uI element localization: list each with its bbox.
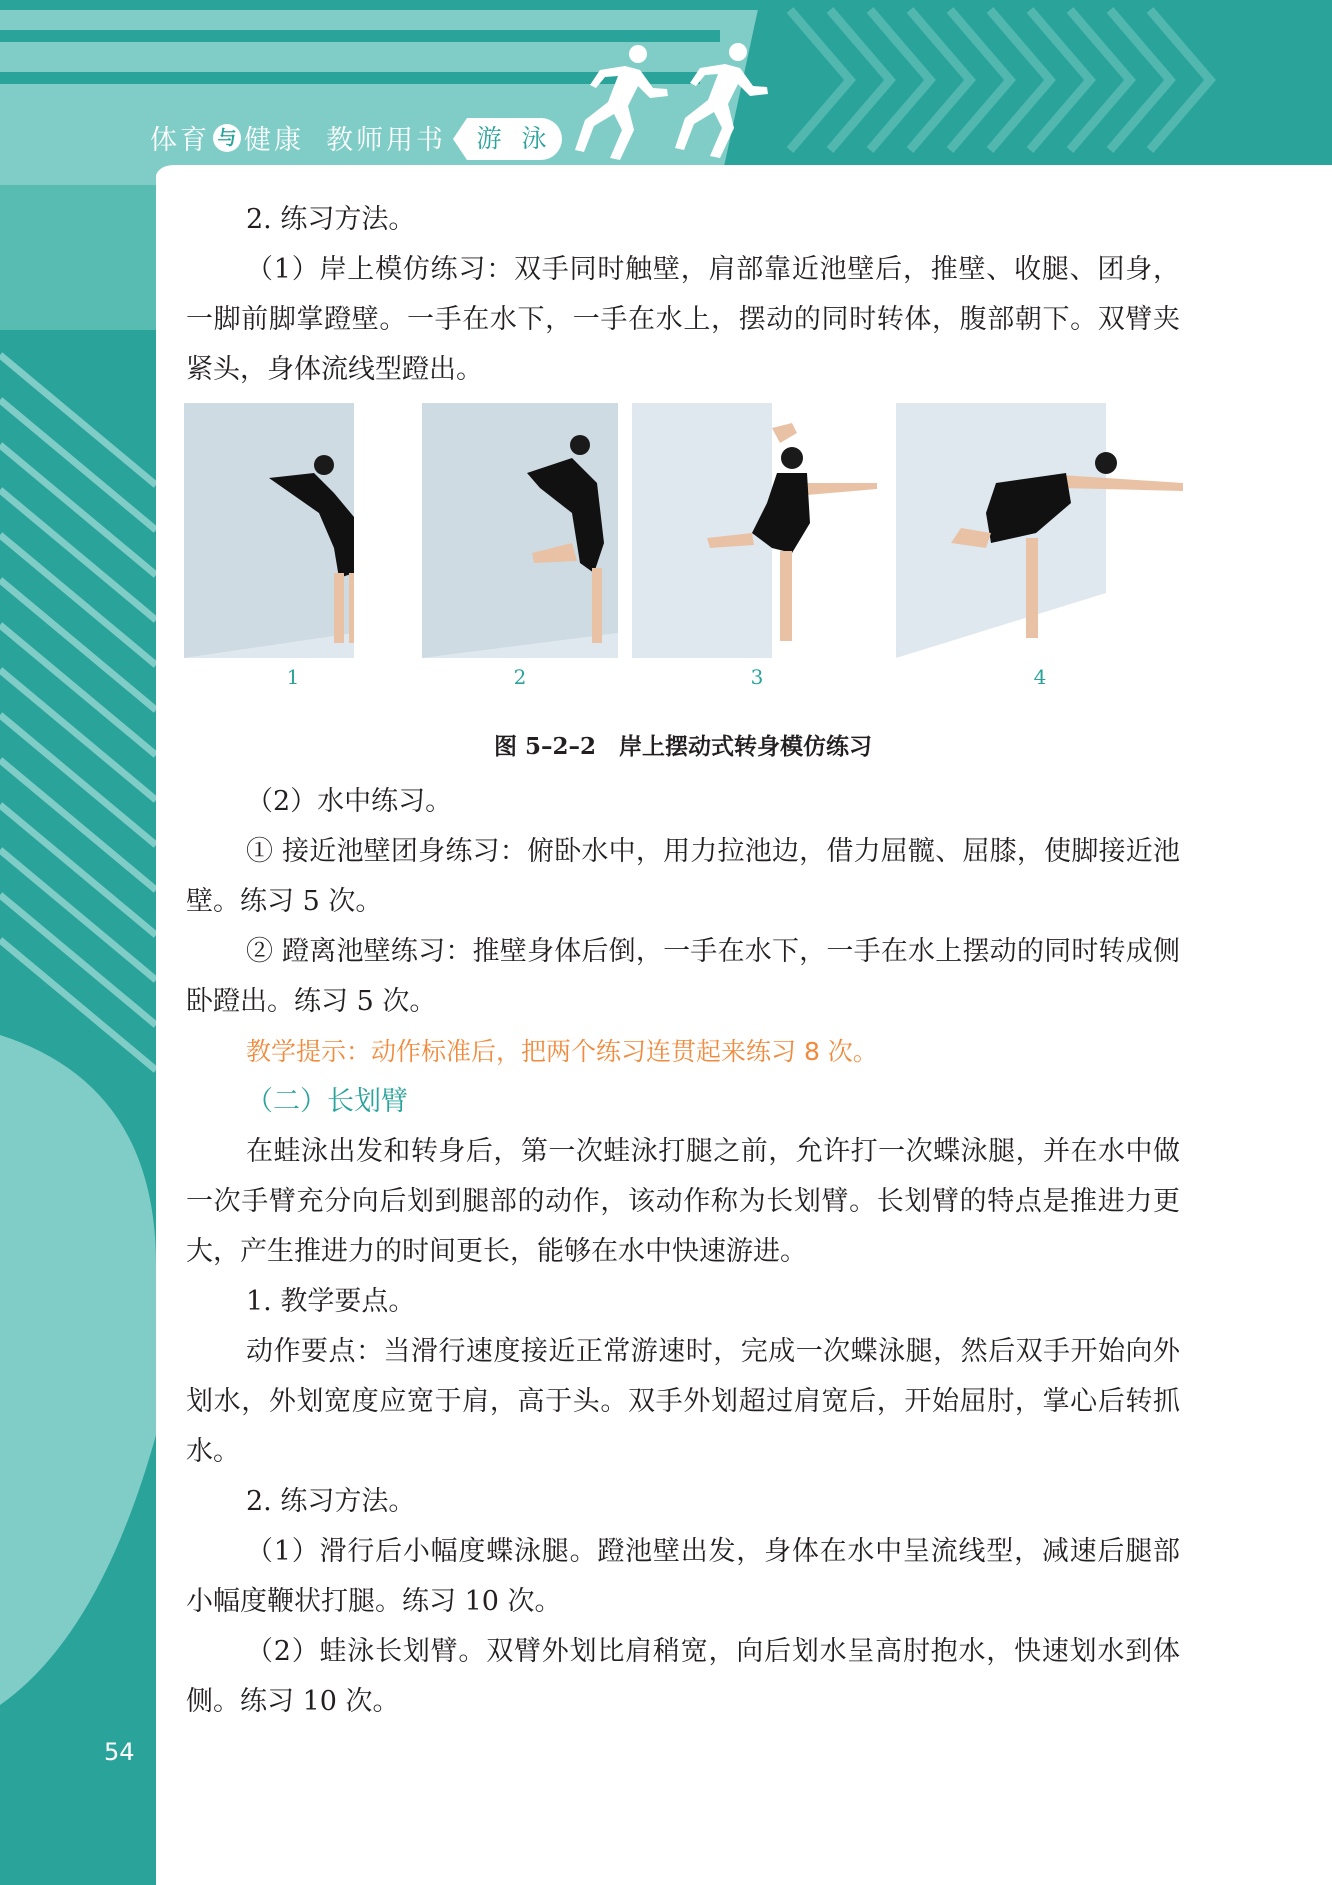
book-title-badge: 与 [213, 124, 241, 152]
section-heading: （二）长划臂 [246, 1086, 408, 1117]
runners-icon [570, 40, 800, 165]
practice-method-heading-2: 2. 练习方法。 [246, 1486, 416, 1517]
photo-number-1: 1 [286, 665, 300, 689]
book-title-part2: 健康 [244, 125, 304, 156]
photo-number-2: 2 [513, 665, 527, 689]
main-content [186, 195, 1180, 1727]
glide-kick-paragraph: （1）滑行后小幅度蝶泳腿。蹬池壁出发，身体在水中呈流线型，减速后腿部小幅度鞭状打腿。练习 10 次。 [186, 1536, 1180, 1617]
photo-4 [896, 403, 1183, 658]
photo-number-4: 4 [1033, 665, 1047, 689]
page-number: 54 [104, 1738, 135, 1766]
photo-1 [184, 403, 354, 658]
teaching-points-heading: 1. 教学要点。 [246, 1286, 416, 1317]
practice-method-heading: 2. 练习方法。 [246, 204, 416, 235]
book-title [150, 118, 446, 157]
long-pull-intro-paragraph: 在蛙泳出发和转身后，第一次蛙泳打腿之前，允许打一次蝶泳腿，并在水中做一次手臂充分向后划到腿部的动作，该动作称为长划臂。长划臂的特点是推进力更大，产生推进力的时间更长，能够在水中快速游进。 [186, 1136, 1180, 1267]
teaching-tip: 教学提示：动作标准后，把两个练习连贯起来练习 8 次。 [246, 1037, 878, 1066]
sidebar-decoration [0, 185, 156, 1885]
book-title-part1: 体育 [150, 125, 210, 156]
action-points-paragraph: 动作要点：当滑行速度接近正常游速时，完成一次蝶泳腿，然后双手开始向外划水，外划宽度应宽于肩，高于头。双手外划超过肩宽后，开始屈肘，掌心后转抓水。 [186, 1336, 1180, 1467]
photo-2 [422, 403, 618, 658]
figure-caption: 图 5–2–2 岸上摆动式转身模仿练习 [493, 733, 873, 760]
chapter-tag: 游 泳 [467, 118, 562, 160]
photo-3 [632, 403, 882, 658]
long-pull-paragraph: （2）蛙泳长划臂。双臂外划比肩稍宽，向后划水呈高肘抱水，快速划水到体侧。练习 10 次。 [186, 1636, 1180, 1717]
water-practice-heading: （2）水中练习。 [246, 786, 453, 817]
push-off-wall-paragraph: ② 蹬离池壁练习：推壁身体后倒，一手在水下，一手在水上摆动的同时转成侧卧蹬出。练习 5 次。 [186, 936, 1180, 1017]
onshore-practice-paragraph: （1）岸上模仿练习：双手同时触壁，肩部靠近池壁后，推壁、收腿、团身，一脚前脚掌蹬壁。一手在水下，一手在水上，摆动的同时转体，腹部朝下。双臂夹紧头，身体流线型蹬出。 [186, 254, 1180, 385]
book-title-part3: 教师用书 [326, 125, 446, 156]
approach-wall-paragraph: ① 接近池壁团身练习：俯卧水中，用力拉池边，借力屈髋、屈膝，使脚接近池壁。练习 5 次。 [186, 836, 1180, 917]
photo-number-3: 3 [750, 665, 764, 689]
figure-5-2-2 [186, 403, 1180, 723]
